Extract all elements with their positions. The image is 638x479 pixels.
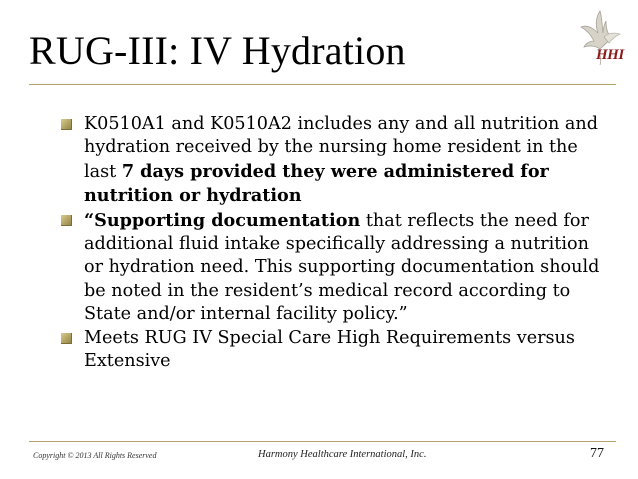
bullet-text: K0510A1 and K0510A2 includes any and all nutrition and hydration received by the nursing home resident in the last 7 days provided they were administered for nutrition or hydration <box>84 114 598 207</box>
logo-text: HHI <box>596 47 624 63</box>
bullet-item <box>61 327 601 374</box>
page-number: 77 <box>590 446 604 461</box>
bullet-text: “Supporting documentation that reflects the need for additional fluid intake specifically addressing a nutrition or hydration need. This supporting documentation should be noted in the resident’s medical record according to State and/or internal facility policy.” <box>84 209 600 325</box>
copyright-text: Copyright © 2013 All Rights Reserved <box>33 451 157 460</box>
square-bullet-icon <box>61 215 72 226</box>
dove-icon <box>578 7 626 77</box>
bullet-list <box>61 113 601 373</box>
hhi-logo <box>578 7 626 77</box>
title-divider <box>29 84 616 85</box>
bullet-item <box>61 209 601 327</box>
bullet-text: Meets RUG IV Special Care High Requirements versus Extensive <box>84 327 575 372</box>
slide-title: RUG-III: IV Hydration <box>29 28 406 73</box>
square-bullet-icon <box>61 333 72 344</box>
footer-divider <box>29 441 616 442</box>
bullet-item <box>61 113 601 209</box>
company-name: Harmony Healthcare International, Inc. <box>258 449 427 460</box>
square-bullet-icon <box>61 119 72 130</box>
